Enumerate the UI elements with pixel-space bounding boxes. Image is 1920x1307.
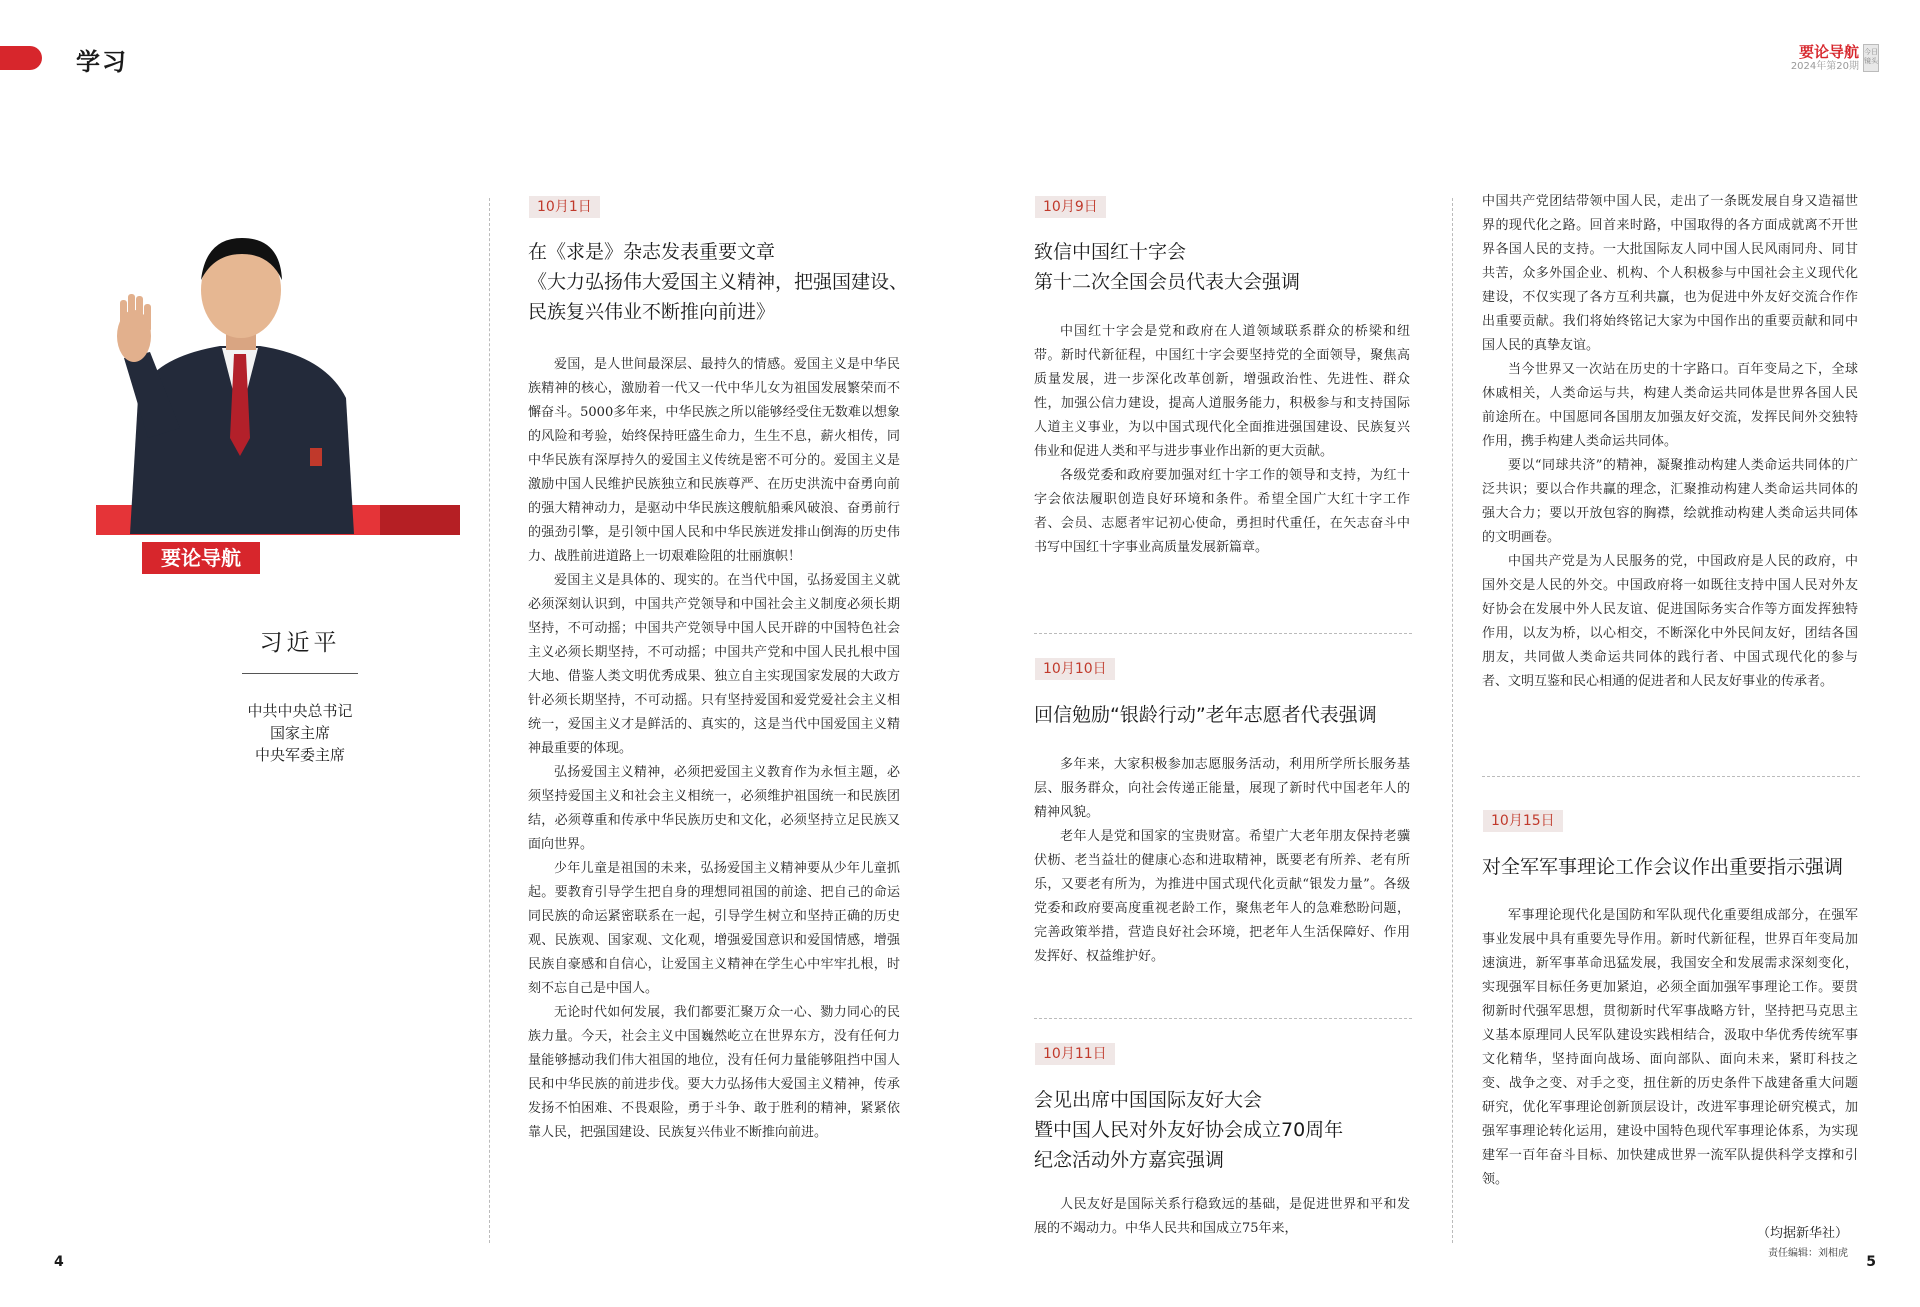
paragraph: 人民友好是国际关系行稳致远的基础，是促进世界和平和发展的不竭动力。中华人民共和国成立75年来， — [1034, 1197, 1410, 1236]
article-headline — [1034, 237, 1414, 297]
headline-line: 会见出席中国国际友好大会 — [1034, 1089, 1263, 1111]
masthead — [1791, 44, 1859, 73]
article-body — [1034, 320, 1410, 610]
article-headline — [1034, 700, 1414, 730]
paragraph: 爱国，是人世间最深层、最持久的情感。爱国主义是中华民族精神的核心，激励着一代又一代中华儿女为祖国发展繁荣而不懈奋斗。5000多年来，中华民族之所以能够经受住无数难以想象的风险和考验，始终保持旺盛生命力，生生不息，薪火相传，同中华民族有深厚持久的爱国主义传统是密不可分的。爱国主义是激励中国人民维护民族独立和民族尊严、在历史洪流中奋勇向前的强大精神动力，是驱动中华民族这艘航船乘风破浪、奋勇前行的强劲引擎，是引领中国人民和中华民族迸发排山倒海的历史伟力、战胜前进道路上一切艰难险阻的壮丽旗帜！ — [528, 357, 900, 564]
headline-line: 纪念活动外方嘉宾强调 — [1034, 1149, 1225, 1171]
date-tag: 10月9日 — [1035, 196, 1106, 218]
editor-credit: 责任编辑：刘相虎 — [1768, 1248, 1848, 1259]
headline-line: 回信勉励“银龄行动”老年志愿者代表强调 — [1034, 704, 1377, 726]
paragraph: 各级党委和政府要加强对红十字工作的领导和支持，为红十字会依法履职创造良好环境和条件。希望全国广大红十字工作者、会员、志愿者牢记初心使命，勇担时代重任，在矢志奋斗中书写中国红十字事业高质量发展新篇章。 — [1034, 468, 1410, 555]
article-body — [1482, 904, 1858, 1222]
headline-line: 暨中国人民对外友好协会成立70周年 — [1034, 1119, 1344, 1141]
date-tag: 10月1日 — [529, 196, 600, 218]
issue-label: 2024年第20期 — [1790, 61, 1859, 72]
paragraph: 爱国主义是具体的、现实的。在当代中国，弘扬爱国主义就必须深刻认识到，中国共产党领导和中国社会主义制度必须长期坚持，不可动摇；中国共产党领导中国人民开辟的中国特色社会主义必须长期坚持，不可动摇；中国共产党和中国人民扎根中国大地、借鉴人类文明优秀成果、独立自主实现国家发展的大政方针必须长期坚持，不可动摇。只有坚持爱国和爱党爱社会主义相统一，爱国主义才是鲜活的、真实的，这是当代中国爱国主义精神最重要的体现。 — [528, 573, 900, 756]
person-name: 习近平 — [259, 630, 341, 656]
paragraph: 多年来，大家积极参加志愿服务活动，利用所学所长服务基层、服务群众，向社会传递正能量，展现了新时代中国老年人的精神风貌。 — [1034, 757, 1410, 820]
paragraph: 中国共产党团结带领中国人民，走出了一条既发展自身又造福世界的现代化之路。回首来时路，中国取得的各方面成就离不开世界各国人民的支持。一大批国际友人同中国人民风雨同舟、同甘共苦，众多外国企业、机构、个人积极参与中国社会主义现代化建设，不仅实现了各方互利共赢，也为促进中外友好交流合作作出重要贡献。我们将始终铭记大家为中国作出的重要贡献和同中国人民的真挚友谊。 — [1482, 194, 1858, 353]
name-divider — [242, 673, 358, 674]
title-line: 中共中央总书记 — [247, 702, 353, 720]
source-credit: （均据新华社） — [1756, 1226, 1848, 1241]
headline-line: 致信中国红十字会 — [1034, 241, 1187, 263]
section-divider — [1034, 633, 1412, 634]
section-title: 学习 — [76, 48, 128, 76]
section-divider — [1482, 776, 1860, 777]
portrait-image — [110, 228, 370, 534]
column-divider — [489, 198, 490, 1243]
paragraph: 中国红十字会是党和政府在人道领域联系群众的桥梁和纽带。新时代新征程，中国红十字会要坚持党的全面领导，聚焦高质量发展，进一步深化改革创新，增强政治性、先进性、群众性，加强公信力建设，提高人道服务能力，积极参与和支持国际人道主义事业，为以中国式现代化全面推进强国建设、民族复兴伟业和促进人类和平与进步事业作出新的更大贡献。 — [1034, 324, 1410, 459]
red-band-shade — [380, 505, 460, 535]
paragraph: 要以“同球共济”的精神，凝聚推动构建人类命运共同体的广泛共识；要以合作共赢的理念，汇聚推动构建人类命运共同体的强大合力；要以开放包容的胸襟，绘就推动构建人类命运共同体的文明画卷。 — [1482, 458, 1858, 545]
person-titles — [215, 700, 385, 766]
article-body — [1034, 753, 1410, 998]
date-tag: 10月11日 — [1035, 1043, 1115, 1065]
column-divider — [1452, 198, 1453, 1243]
paragraph: 军事理论现代化是国防和军队现代化重要组成部分，在强军事业发展中具有重要先导作用。新时代新征程，世界百年变局加速演进，新军事革命迅猛发展，我国安全和发展需求深刻变化，实现强军目标任务更加紧迫，必须全面加强军事理论工作。要贯彻新时代强军思想，贯彻新时代军事战略方针，坚持把马克思主义基本原理同人民军队建设实践相结合，汲取中华优秀传统军事文化精华，坚持面向战场、面向部队、面向未来，紧盯科技之变、战争之变、对手之变，扭住新的历史条件下战建备重大问题研究，优化军事理论创新顶层设计，改进军事理论研究模式，加强军事理论转化运用，建设中国特色现代军事理论体系，为实现建军一百年奋斗目标、加快建成世界一流军队提供科学支撑和引领。 — [1482, 908, 1858, 1187]
article-headline — [528, 237, 928, 327]
section-divider — [1034, 1018, 1412, 1019]
article-body-continued — [1482, 190, 1858, 755]
article-headline — [1482, 852, 1872, 882]
page-number-left: 4 — [54, 1254, 64, 1270]
article-headline — [1034, 1085, 1414, 1175]
page-number-right: 5 — [1866, 1254, 1876, 1270]
section-tab-marker — [0, 46, 42, 70]
paragraph: 弘扬爱国主义精神，必须把爱国主义教育作为永恒主题，必须坚持爱国主义和社会主义相统一，必须维护祖国统一和民族团结，必须尊重和传承中华民族历史和文化，必须坚持立足民族又面向世界。 — [528, 765, 900, 852]
paragraph: 老年人是党和国家的宝贵财富。希望广大老年朋友保持老骥伏枥、老当益壮的健康心态和进取精神，既要老有所养、老有所乐，又要老有所为，为推进中国式现代化贡献“银发力量”。各级党委和政府要高度重视老龄工作，聚焦老年人的急难愁盼问题，完善政策举措，营造良好社会环境，把老年人生活保障好、作用发挥好、权益维护好。 — [1034, 829, 1410, 964]
paragraph: 中国共产党是为人民服务的党，中国政府是人民的政府，中国外交是人民的外交。中国政府将一如既往支持中国人民对外友好协会在发展中外人民友谊、促进国际务实合作等方面发挥独特作用，以友为桥，以心相交，不断深化中外民间友好，团结各国朋友，共同做人类命运共同体的践行者、中国式现代化的参与者、文明互鉴和民心相通的促进者和人民友好事业的传承者。 — [1482, 554, 1858, 689]
article-body — [528, 353, 900, 1243]
article-body — [1034, 1193, 1410, 1243]
headline-line: 《大力弘扬伟大爱国主义精神，把强国建设、 — [528, 271, 909, 293]
title-line: 中央军委主席 — [254, 746, 345, 764]
headline-line: 在《求是》杂志发表重要文章 — [528, 241, 776, 263]
today-badge: 今日镜头 — [1863, 44, 1879, 72]
title-line: 国家主席 — [269, 724, 330, 742]
headline-line: 对全军军事理论工作会议作出重要指示强调 — [1482, 856, 1844, 878]
brand-title: 要论导航 — [1798, 43, 1859, 61]
paragraph: 当今世界又一次站在历史的十字路口。百年变局之下，全球休戚相关，人类命运与共，构建人类命运共同体是世界各国人民前途所在。中国愿同各国朋友加强友好交流，发挥民间外交独特作用，携手构建人类命运共同体。 — [1482, 362, 1858, 449]
headline-line: 民族复兴伟业不断推向前进》 — [528, 301, 776, 323]
headline-line: 第十二次全国会员代表大会强调 — [1034, 271, 1301, 293]
date-tag: 10月15日 — [1483, 810, 1563, 832]
nav-label: 要论导航 — [142, 542, 260, 574]
date-tag: 10月10日 — [1035, 658, 1115, 680]
paragraph: 少年儿童是祖国的未来，弘扬爱国主义精神要从少年儿童抓起。要教育引导学生把自身的理想同祖国的前途、把自己的命运同民族的命运紧密联系在一起，引导学生树立和坚持正确的历史观、民族观、国家观、文化观，增强爱国意识和爱国情感，增强民族自豪感和自信心，让爱国主义精神在学生心中牢牢扎根，时刻不忘自己是中国人。 — [528, 861, 900, 996]
paragraph: 无论时代如何发展，我们都要汇聚万众一心、勠力同心的民族力量。今天，社会主义中国巍然屹立在世界东方，没有任何力量能够撼动我们伟大祖国的地位，没有任何力量能够阻挡中国人民和中华民族的前进步伐。要大力弘扬伟大爱国主义精神，传承发扬不怕困难、不畏艰险，勇于斗争、敢于胜利的精神，紧紧依靠人民，把强国建设、民族复兴伟业不断推向前进。 — [528, 1005, 900, 1140]
